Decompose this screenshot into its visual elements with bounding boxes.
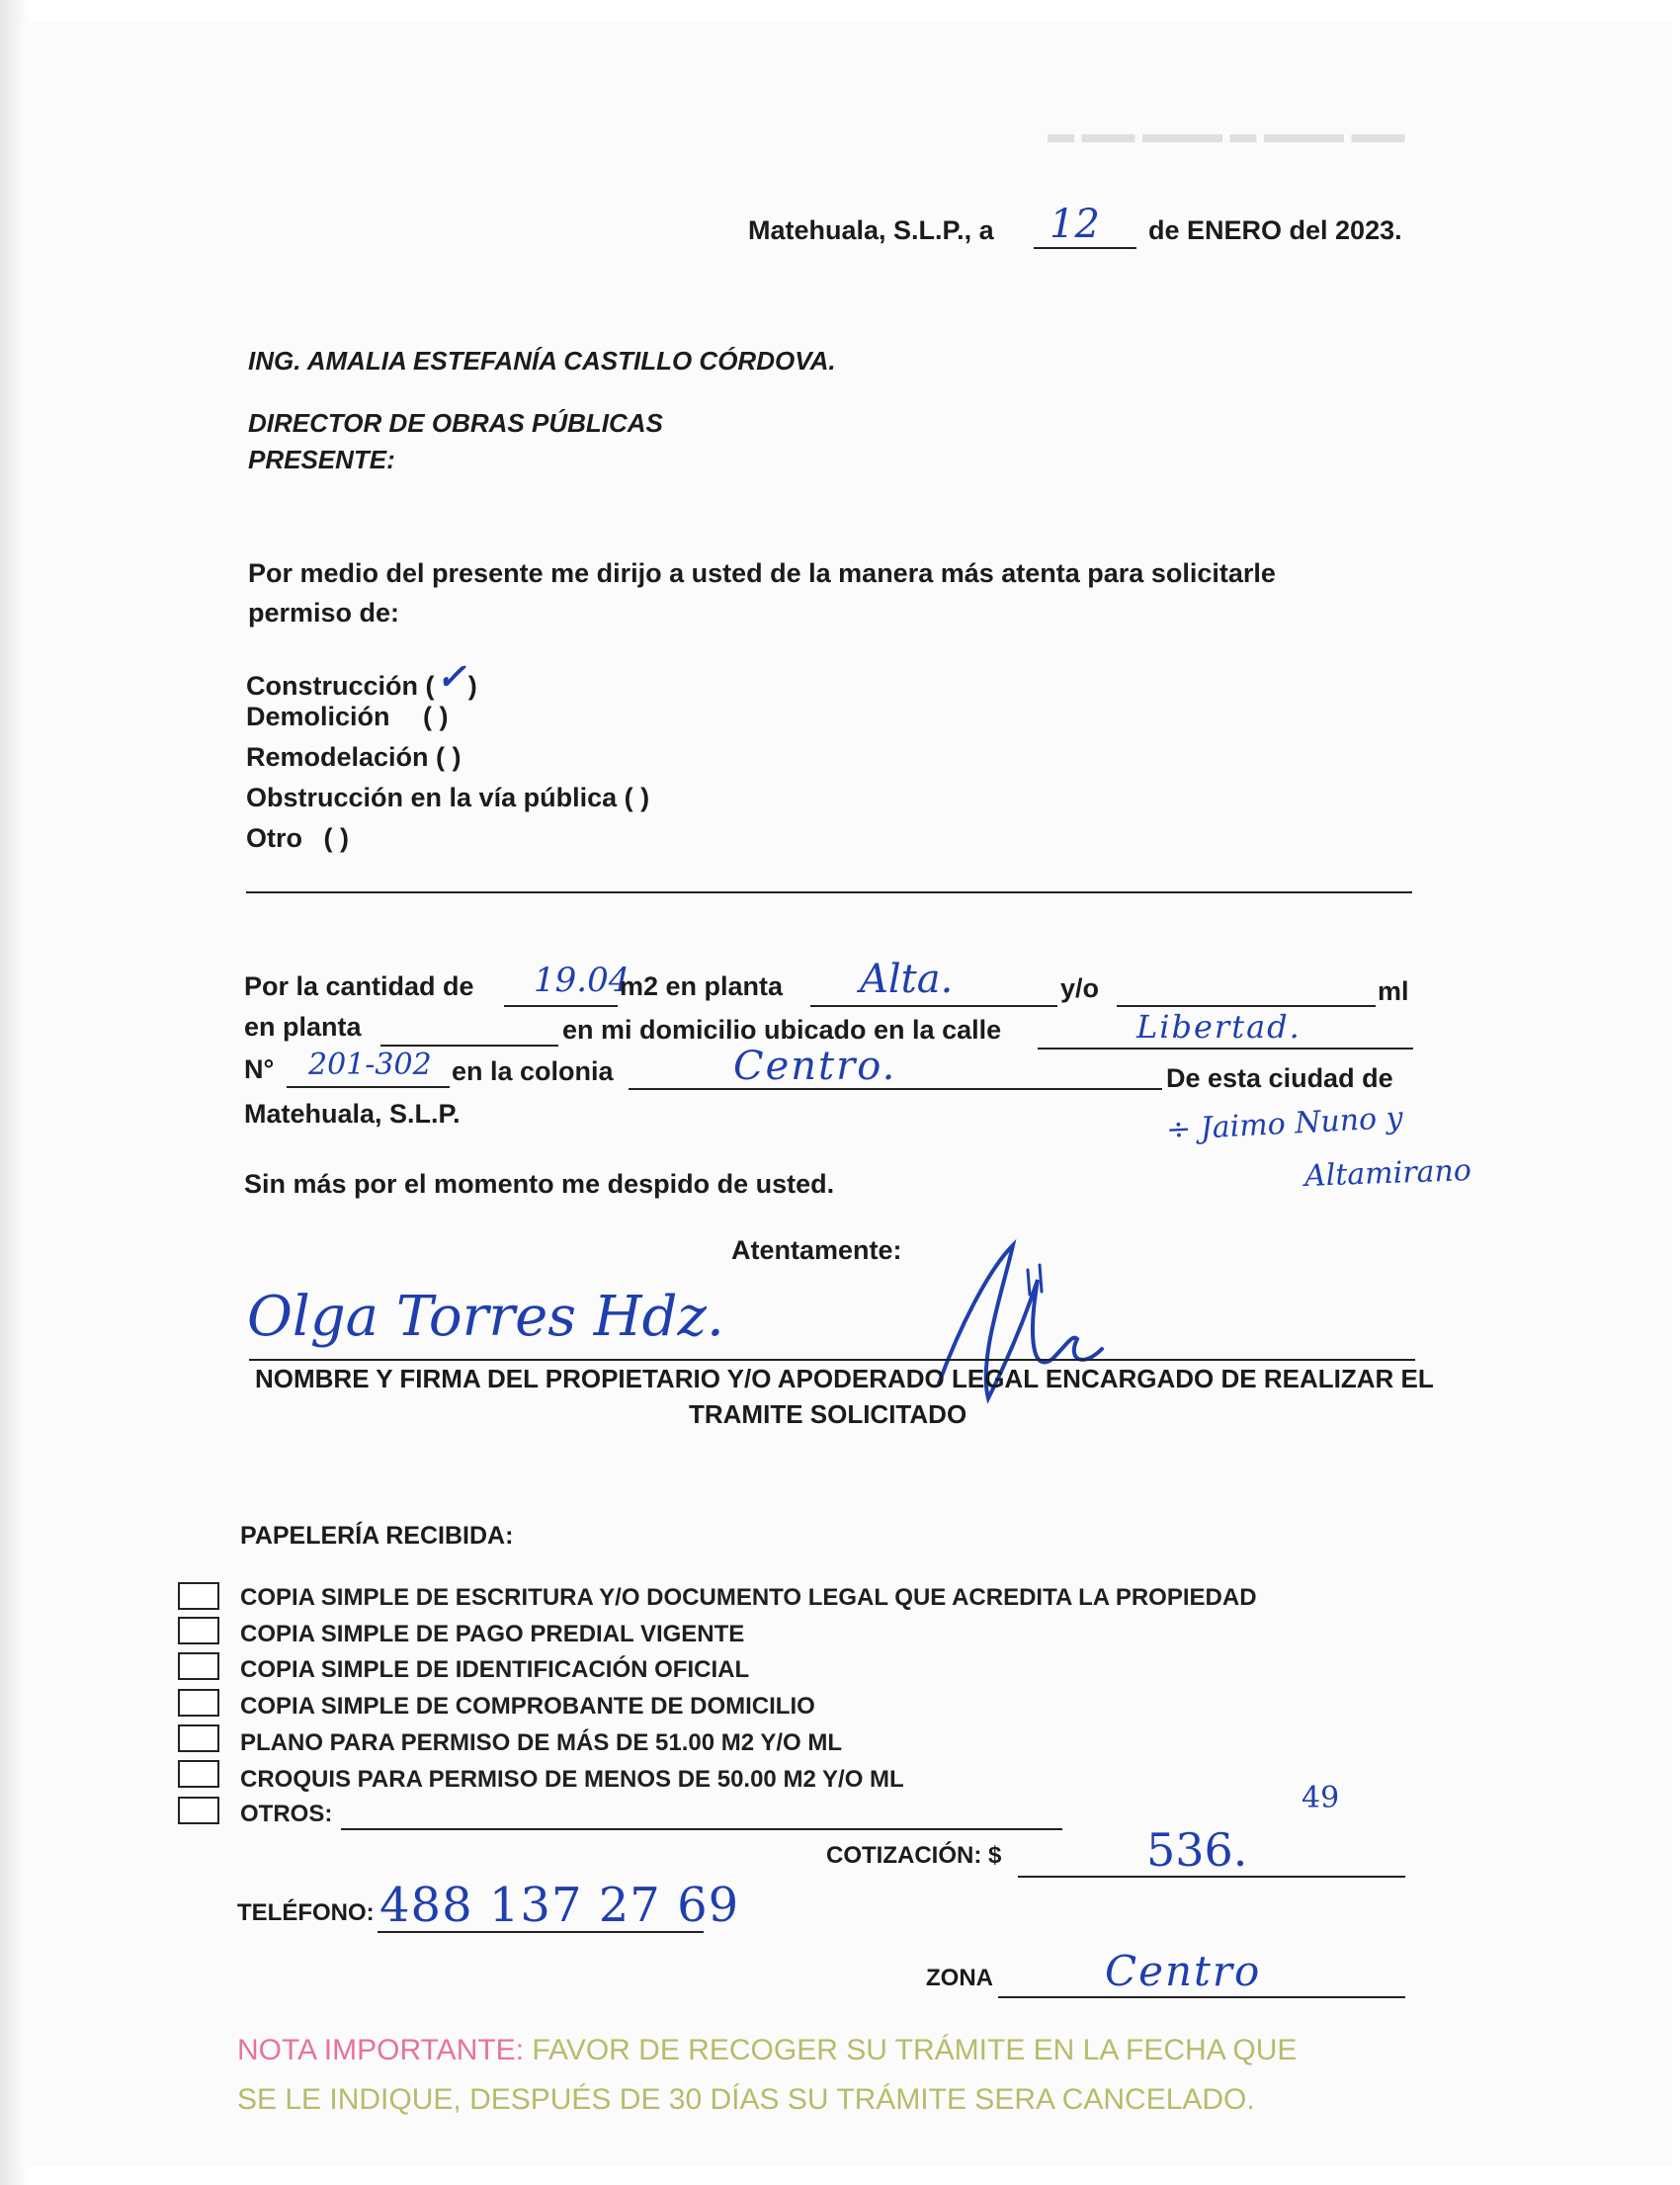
option-otro[interactable] (246, 823, 349, 854)
option-otro-label: Otro (246, 823, 302, 853)
signature-name[interactable]: Olga Torres Hdz. (247, 1285, 724, 1349)
doc-checkbox-6[interactable] (178, 1760, 219, 1788)
address-street-line (1038, 1048, 1413, 1050)
option-construccion-close: ) (467, 671, 477, 701)
option-remodelacion[interactable]: Remodelación ( ) (246, 742, 462, 772)
address-number-line (287, 1086, 450, 1088)
address-city-label: De esta ciudad de (1166, 1063, 1393, 1093)
address-city: Matehuala, S.L.P. (244, 1099, 461, 1129)
intro-line-2: permiso de: (248, 598, 400, 628)
addressee-position: DIRECTOR DE OBRAS PÚBLICAS (248, 408, 663, 438)
documents-title: PAPELERÍA RECIBIDA: (240, 1522, 514, 1550)
doc-item-3: COPIA SIMPLE DE IDENTIFICACIÓN OFICIAL (240, 1656, 750, 1683)
intro-line-1: Por medio del presente me dirijo a usted de la manera más atenta para solicitarle (248, 558, 1276, 588)
note-text-1: FAVOR DE RECOGER SU TRÁMITE EN LA FECHA QUE (532, 2034, 1298, 2066)
addressee-greeting: PRESENTE: (248, 445, 395, 474)
option-demolicion-mark: ( ) (423, 702, 449, 731)
option-construccion[interactable] (246, 656, 477, 704)
signature-closing: Atentamente: (731, 1235, 902, 1265)
quantity-and-or: y/o (1060, 973, 1100, 1003)
address-colonia[interactable]: Centro. (733, 1044, 897, 1089)
signature-line (249, 1359, 1415, 1361)
zone-label: ZONA (926, 1965, 993, 1991)
date-prefix: Matehuala, S.L.P., a (748, 215, 994, 245)
note-label: NOTA IMPORTANTE: (237, 2034, 525, 2066)
option-demolicion-label: Demolición (246, 702, 390, 731)
doc-item-7: OTROS: (240, 1801, 333, 1827)
quantity-ml: ml (1378, 976, 1409, 1006)
signature-caption-2: TRAMITE SOLICITADO (689, 1399, 967, 1429)
address-between-note-2[interactable]: Altamirano (1303, 1153, 1472, 1194)
option-otro-mark: ( ) (323, 823, 349, 853)
quantity-prefix: Por la cantidad de (244, 971, 474, 1001)
doc-item-5: PLANO PARA PERMISO DE MÁS DE 51.00 M2 Y/O ML (240, 1729, 842, 1756)
quantity-floor[interactable]: Alta. (860, 957, 954, 1002)
option-construccion-label: Construcción ( (246, 671, 435, 701)
doc-item-2: COPIA SIMPLE DE PAGO PREDIAL VIGENTE (240, 1621, 745, 1647)
doc-checkbox-4[interactable] (178, 1689, 219, 1717)
addressee-name: ING. AMALIA ESTEFANÍA CASTILLO CÓRDOVA. (248, 346, 836, 376)
bleed-through-text: ▬ ▬▬ ▬▬▬ ▬ ▬▬▬ ▬▬ (1048, 119, 1405, 148)
quote-amount[interactable]: 536. (1146, 1823, 1248, 1877)
doc-checkbox-5[interactable] (178, 1724, 219, 1752)
address-floor-label: en planta (244, 1012, 362, 1042)
quantity-floor-line (810, 1005, 1057, 1007)
address-between-note-1[interactable]: ÷ Jaimo Nuno y (1165, 1100, 1404, 1148)
address-floor-line (380, 1045, 558, 1047)
doc-otros-line (341, 1828, 1062, 1830)
address-number[interactable]: 201-302 (308, 1048, 432, 1082)
otro-description-line (246, 891, 1412, 893)
doc-checkbox-2[interactable] (178, 1617, 219, 1644)
option-demolicion[interactable] (246, 702, 449, 732)
doc-checkbox-3[interactable] (178, 1652, 219, 1680)
zone-line (998, 1996, 1405, 1998)
option-obstruccion[interactable]: Obstrucción en la vía pública ( ) (246, 783, 650, 812)
note-line-1 (237, 2034, 1297, 2067)
address-street-label: en mi domicilio ubicado en la calle (562, 1015, 1002, 1045)
phone-label: TELÉFONO: (237, 1899, 375, 1926)
farewell-text: Sin más por el momento me despido de usted. (244, 1169, 835, 1199)
doc-item-1: COPIA SIMPLE DE ESCRITURA Y/O DOCUMENTO LEGAL QUE ACREDITA LA PROPIEDAD (240, 1584, 1257, 1611)
quantity-ml-line (1117, 1005, 1376, 1007)
phone-value[interactable]: 488 137 27 69 (379, 1878, 740, 1933)
doc-checkbox-7[interactable] (178, 1797, 219, 1824)
address-street[interactable]: Libertad. (1136, 1008, 1302, 1046)
quote-label: COTIZACIÓN: $ (826, 1842, 1002, 1869)
note-line-2: SE LE INDIQUE, DESPUÉS DE 30 DÍAS SU TRÁMITE SERA CANCELADO. (237, 2083, 1255, 2116)
quote-cents[interactable]: 49 (1302, 1781, 1340, 1815)
quantity-amount-line (504, 1005, 618, 1007)
check-mark-icon: ✓ (436, 656, 466, 698)
address-colonia-label: en la colonia (452, 1056, 614, 1086)
doc-item-4: COPIA SIMPLE DE COMPROBANTE DE DOMICILIO (240, 1693, 815, 1720)
signature-caption-1: NOMBRE Y FIRMA DEL PROPIETARIO Y/O APODERADO LEGAL ENCARGADO DE REALIZAR EL (255, 1364, 1434, 1393)
date-suffix: de ENERO del 2023. (1148, 215, 1402, 245)
quantity-amount[interactable]: 19.04 (534, 961, 630, 1000)
date-day-line (1034, 247, 1136, 249)
doc-checkbox-1[interactable] (178, 1582, 219, 1610)
zone-value[interactable]: Centro (1105, 1947, 1262, 1995)
doc-item-6: CROQUIS PARA PERMISO DE MENOS DE 50.00 M2 Y/O ML (240, 1766, 904, 1793)
address-number-label: N° (244, 1054, 275, 1084)
date-day[interactable]: 12 (1050, 202, 1100, 247)
quantity-unit: m2 en planta (620, 971, 784, 1001)
